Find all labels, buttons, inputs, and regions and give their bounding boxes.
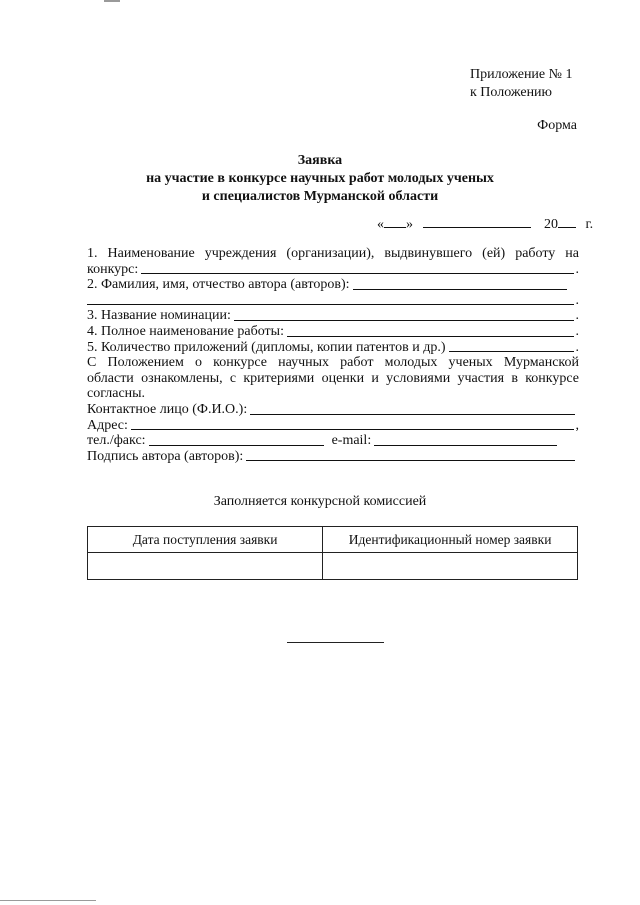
date-close-quote: »: [406, 217, 413, 232]
application-form: [87, 246, 579, 464]
contact-person-field[interactable]: [250, 414, 575, 415]
id-number-cell[interactable]: [323, 553, 578, 580]
table-header-row: [88, 527, 578, 553]
address-row: [87, 418, 579, 434]
item5-period: .: [575, 339, 579, 355]
item5-row: [87, 340, 579, 356]
work-title-field[interactable]: [287, 336, 574, 337]
author-signature-field[interactable]: [246, 460, 575, 461]
email-label: e-mail:: [331, 433, 372, 449]
closing-rule: [287, 642, 384, 643]
attachments-count-field[interactable]: [449, 351, 574, 352]
phone-fax-field[interactable]: [149, 445, 324, 446]
consent-line-1: С Положением о конкурсе научных работ молодых ученых Мурманской: [87, 355, 579, 371]
day-blank[interactable]: [384, 214, 406, 228]
contact-row: [87, 402, 579, 418]
table-row: [88, 553, 578, 580]
author-name-field-continued[interactable]: [87, 304, 574, 305]
institution-field[interactable]: [141, 273, 573, 274]
form-label: Форма: [537, 118, 577, 133]
month-blank[interactable]: [423, 214, 531, 228]
item4-row: [87, 324, 579, 340]
item4-label: 4. Полное наименование работы:: [87, 323, 284, 339]
address-field[interactable]: [131, 429, 574, 430]
author-name-field[interactable]: [353, 289, 567, 290]
appendix-reference: [470, 66, 573, 102]
date-open-quote: «: [377, 217, 384, 232]
year-prefix: 20: [544, 217, 558, 232]
scan-artifact-bottom: [0, 900, 96, 901]
appendix-number: Приложение № 1: [470, 67, 573, 82]
item2-continuation-row: [87, 293, 579, 309]
signature-label: Подпись автора (авторов):: [87, 448, 244, 464]
header-receipt-date: Дата поступления заявки: [88, 527, 323, 553]
nomination-field[interactable]: [234, 320, 574, 321]
title-line-1: Заявка: [297, 153, 343, 168]
contact-label: Контактное лицо (Ф.И.О.):: [87, 401, 248, 417]
item2-row: [87, 277, 579, 293]
date-field: [377, 214, 593, 233]
scan-artifact-top: [104, 0, 120, 2]
title-line-3: и специалистов Мурманской области: [201, 189, 439, 204]
signature-row: [87, 449, 579, 465]
committee-note: Заполняется конкурсной комиссией: [213, 494, 427, 509]
item5-label: 5. Количество приложений (дипломы, копии патентов и др.): [87, 339, 446, 355]
email-field[interactable]: [374, 445, 557, 446]
item2-label: 2. Фамилия, имя, отчество автора (авторов):: [87, 277, 350, 293]
appendix-regulation: к Положению: [470, 85, 553, 100]
phone-label: тел./факс:: [87, 433, 146, 449]
registration-table: [87, 526, 578, 580]
phone-email-row: [87, 433, 579, 449]
item1-label: конкурс:: [87, 261, 139, 277]
consent-line-2: области ознакомлены, с критериями оценки и условиями участия в конкурсе: [87, 370, 579, 386]
item1-period: .: [575, 261, 579, 277]
item3-label: 3. Название номинации:: [87, 308, 231, 324]
item3-period: .: [575, 308, 579, 324]
item1-row: [87, 262, 579, 278]
item3-row: [87, 308, 579, 324]
receipt-date-cell[interactable]: [88, 553, 323, 580]
document-title: [0, 152, 640, 206]
item4-period: .: [575, 323, 579, 339]
item1-text: 1. Наименование учреждения (организации), выдвинувшего (ей) работу на: [87, 246, 579, 261]
title-line-2: на участие в конкурсе научных работ молодых ученых: [146, 171, 494, 186]
consent-line-3: согласны.: [87, 386, 146, 402]
item2-period: .: [575, 292, 579, 308]
address-label: Адрес:: [87, 417, 128, 433]
year-suffix: г.: [585, 217, 594, 232]
address-comma: ,: [575, 417, 579, 433]
year-blank[interactable]: [558, 214, 576, 228]
header-id-number: Идентификационный номер заявки: [323, 527, 578, 553]
